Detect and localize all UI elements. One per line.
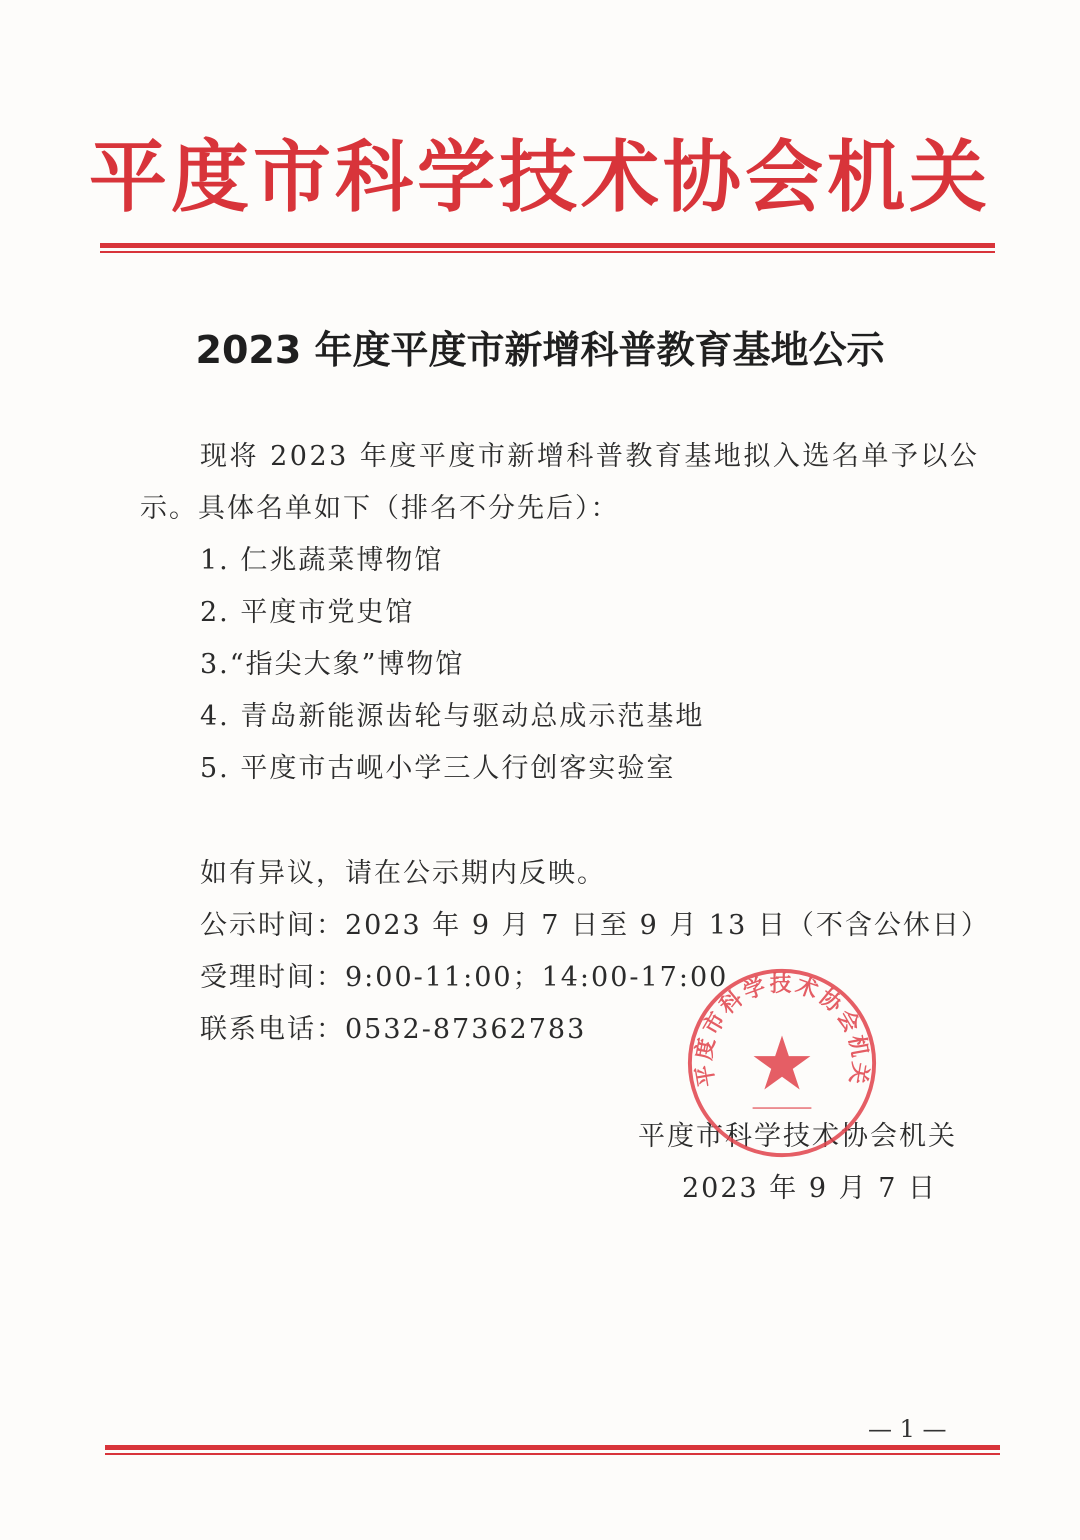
intro-line-2: 示。具体名单如下（排名不分先后）： (140, 493, 620, 524)
official-seal-stamp (684, 965, 880, 1161)
contact-phone: 联系电话：0532-87362783 (200, 1014, 587, 1045)
list-item: 3.“指尖大象”博物馆 (200, 649, 465, 680)
list-item: 1. 仁兆蔬菜博物馆 (200, 545, 444, 576)
svg-text:平度市科学技术协会机关: 平度市科学技术协会机关 (691, 971, 873, 1089)
signature-org: 平度市科学技术协会机关 (638, 1121, 957, 1152)
list-item: 2. 平度市党史馆 (200, 597, 415, 628)
intro-line-1: 现将 2023 年度平度市新增科普教育基地拟入选名单予以公 (200, 441, 980, 472)
page-number: — 1 — (868, 1415, 947, 1443)
letterhead-rule (100, 243, 995, 253)
seal-star-icon (754, 1036, 811, 1090)
list-item: 4. 青岛新能源齿轮与驱动总成示范基地 (200, 701, 705, 732)
office-hours: 受理时间：9:00-11:00；14:00-17:00 (200, 962, 729, 993)
signature-date: 2023 年 9 月 7 日 (682, 1173, 937, 1204)
list-item: 5. 平度市古岘小学三人行创客实验室 (200, 753, 676, 784)
publicity-period: 公示时间：2023 年 9 月 7 日至 9 月 13 日（不含公休日） (200, 910, 990, 941)
footer-rule (105, 1445, 1000, 1455)
document-title: 2023 年度平度市新增科普教育基地公示 (195, 328, 885, 372)
objection-note: 如有异议，请在公示期内反映。 (200, 858, 606, 889)
letterhead-title: 平度市科学技术协会机关 (88, 133, 991, 223)
